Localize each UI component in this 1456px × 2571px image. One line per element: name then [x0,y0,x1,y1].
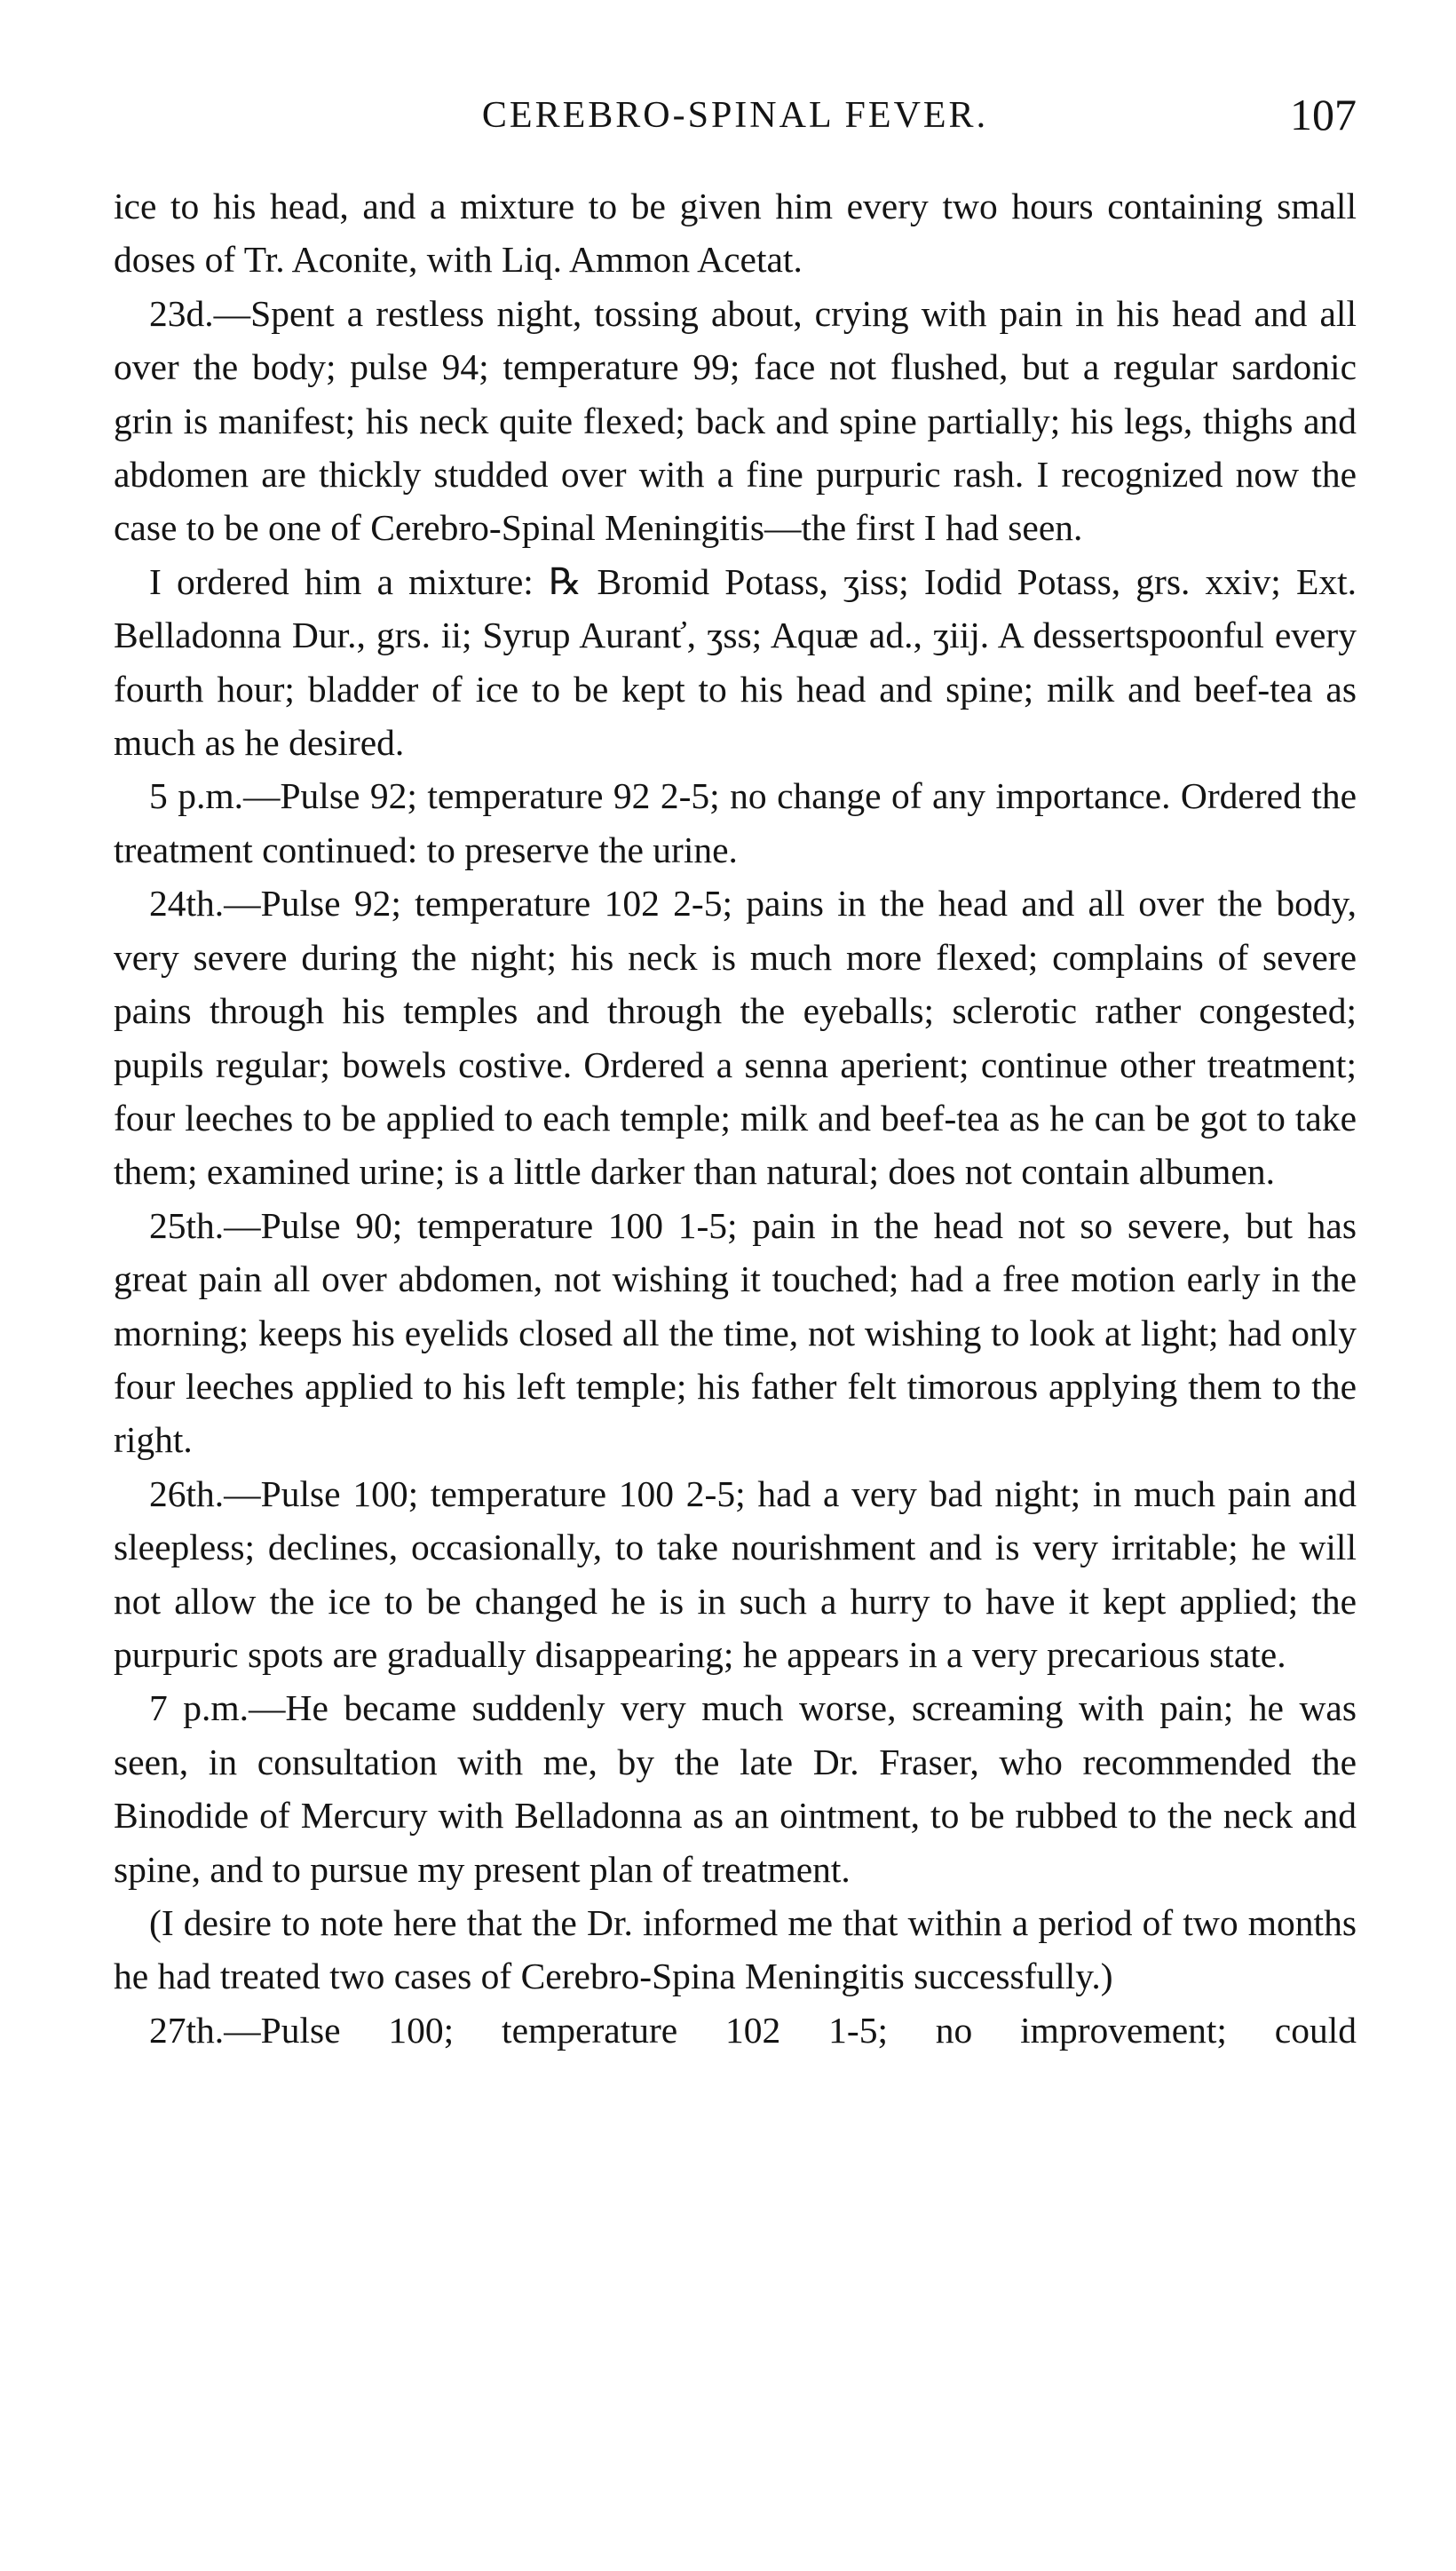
running-head [114,89,1357,142]
paragraph-5pm: 5 p.m.—Pulse 92; temperature 92 2-5; no change of any importance. Ordered the treatment continued: to preserve the urine. [114,775,1357,870]
body-text [114,179,1357,2057]
running-title: CEREBRO-SPINAL FEVER. [481,95,989,136]
page-number: 107 [1290,90,1357,139]
paragraph-prescription: I ordered him a mixture: ℞ Bromid Potass, ʒiss; Iodid Potass, grs. xxiv; Ext. Belladonna Dur., grs. ii; Syrup Auranť, ʒss; Aquæ ad., ʒiij. A dessertspoonful every fourth hour; bladder of ice to be kept to his head and spine; milk and beef-tea as much as he desired. [114,560,1357,764]
paragraph-7pm: 7 p.m.—He became suddenly very much worse, screaming with pain; he was seen, in consultation with me, by the late Dr. Fraser, who recommended the Binodide of Mercury with Belladonna as an ointment, to be rubbed to the neck and spine, and to pursue my present plan of treatment. [114,1687,1357,1890]
paragraph-continuation: ice to his head, and a mixture to be given him every two hours containing small doses of Tr. Aconite, with Liq. Ammon Acetat. [114,186,1357,281]
paragraph-23d: 23d.—Spent a restless night, tossing about, crying with pain in his head and all over the body; pulse 94; temperature 99; face not flushed, but a regular sardonic grin is manifest; his neck quite flexed; back and spine partially; his legs, thighs and abdomen are thickly studded over with a fine purpuric rash. I recognized now the case to be one of Cerebro-Spinal Meningitis—the first I had seen. [114,292,1357,549]
paragraph-25th: 25th.—Pulse 90; temperature 100 1-5; pain in the head not so severe, but has great pain all over abdomen, not wishing it touched; had a free motion early in the morning; keeps his eyelids closed all the time, not wishing to look at light; had only four leeches applied to his left temple; his father felt timorous applying them to the right. [114,1204,1357,1461]
paragraph-26th: 26th.—Pulse 100; temperature 100 2-5; had a very bad night; in much pain and sleepless; declines, occasionally, to take nourishment and is very irritable; he will not allow the ice to be changed he is in such a hurry to have it kept applied; the purpuric spots are gradually disappearing; he appears in a very precarious state. [114,1472,1357,1675]
paragraph-27th: 27th.—Pulse 100; temperature 102 1-5; no improvement; could [149,2009,1357,2051]
paragraph-note: (I desire to note here that the Dr. informed me that within a period of two months he had treated two cases of Cerebro-Spina Meningitis successfully.) [114,1902,1357,1997]
paragraph-24th: 24th.—Pulse 92; temperature 102 2-5; pains in the head and all over the body, very severe during the night; his neck is much more flexed; complains of severe pains through his temples and through the eyeballs; sclerotic rather congested; pupils regular; bowels costive. Ordered a senna aperient; continue other treatment; four leeches to be applied to each temple; milk and beef-tea as he can be got to take them; examined urine; is a little darker than natural; does not contain albumen. [114,883,1357,1193]
